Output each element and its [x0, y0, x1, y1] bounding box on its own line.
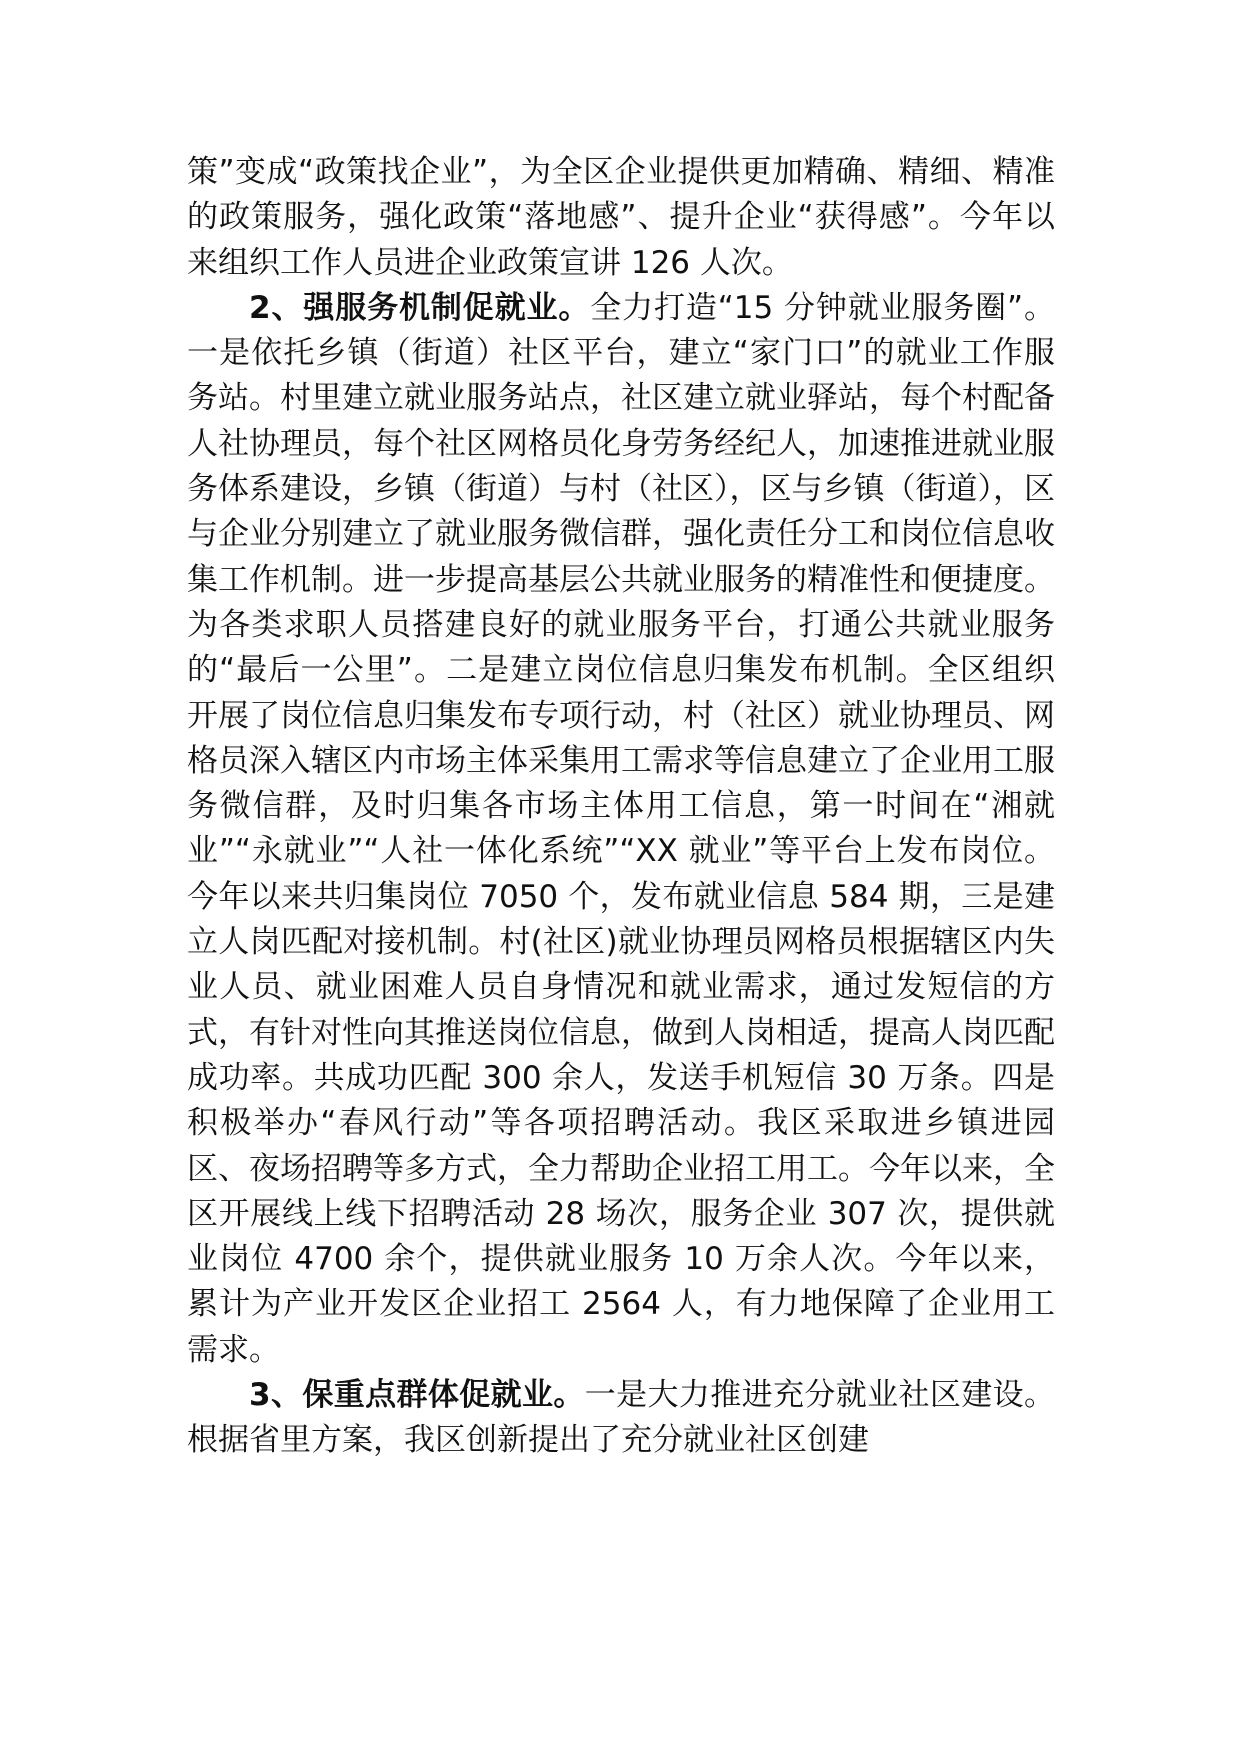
- paragraph-body: 全力打造“15 分钟就业服务圈”。一是依托乡镇（街道）社区平台，建立“家门口”的就业工作服务站。村里建立就业服务站点，社区建立就业驿站，每个村配备人社协理员，每个社区网格员化身劳务经纪人，加速推进就业服务体系建设，乡镇（街道）与村（社区），区与乡镇（街道），区与企业分别建立了就业服务微信群，强化责任分工和岗位信息收集工作机制。进一步提高基层公共就业服务的精准性和便捷度。为各类求职人员搭建良好的就业服务平台，打通公共就业服务的“最后一公里”。二是建立岗位信息归集发布机制。全区组织开展了岗位信息归集发布专项行动，村（社区）就业协理员、网格员深入辖区内市场主体采集用工需求等信息建立了企业用工服务微信群，及时归集各市场主体用工信息，第一时间在“湘就业”“永就业”“人社一体化系统”“XX 就业”等平台上发布岗位。今年以来共归集岗位 7050 个，发布就业信息 584 期，三是建立人岗匹配对接机制。村(社区)就业协理员网格员根据辖区内失业人员、就业困难人员自身情况和就业需求，通过发短信的方式，有针对性向其推送岗位信息，做到人岗相适，提高人岗匹配成功率。共成功匹配 300 余人，发送手机短信 30 万条。四是积极举办“春风行动”等各项招聘活动。我区采取进乡镇进园区、夜场招聘等多方式，全力帮助企业招工用工。今年以来，全区开展线上线下招聘活动 28 场次，服务企业 307 次，提供就业岗位 4700 余个，提供就业服务 10 万余人次。今年以来，累计为产业开发区企业招工 2564 人，有力地保障了企业用工需求。: [187, 289, 1055, 1368]
- paragraph-body: 策”变成“政策找企业”，为全区企业提供更加精确、精细、精准的政策服务，强化政策“落地感”、提升企业“获得感”。今年以来组织工作人员进企业政策宣讲 126 人次。: [187, 154, 1055, 281]
- document-page: [187, 150, 1055, 1464]
- paragraph-body: 一是大力推进充分就业社区建设。根据省里方案，我区创新提出了充分就业社区创建: [187, 1377, 1055, 1459]
- paragraph-key-groups: [187, 1373, 1055, 1464]
- section-heading: 2、强服务机制促就业。: [249, 289, 591, 326]
- paragraph-policy-continuation: [187, 150, 1055, 286]
- section-heading: 3、保重点群体促就业。: [249, 1377, 585, 1414]
- paragraph-service-mechanism: [187, 286, 1055, 1373]
